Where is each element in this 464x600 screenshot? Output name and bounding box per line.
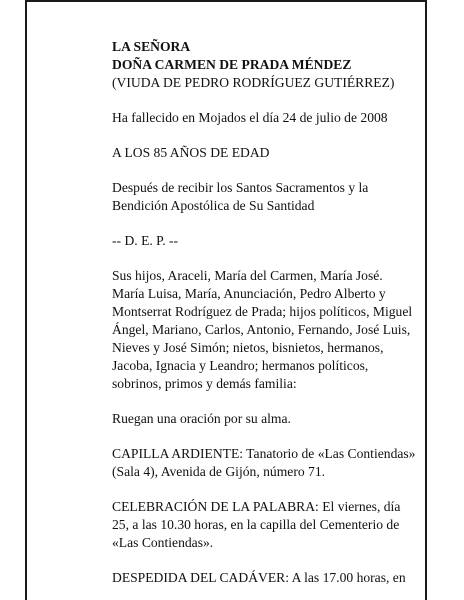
farewell-paragraph xyxy=(112,569,418,587)
celebration-paragraph xyxy=(112,498,418,552)
age-paragraph xyxy=(112,144,418,162)
family-line: Sus hijos, Araceli, María del Carmen, María José. xyxy=(112,268,383,283)
sacraments-line-2: Bendición Apostólica de Su Santidad xyxy=(112,198,315,213)
family-line: Nieves y José Simón; nietos, bisnietos, hermanos, xyxy=(112,340,384,355)
chapel-line-2: (Sala 4), Avenida de Gijón, número 71. xyxy=(112,464,326,479)
family-line: Jacoba, Ignacia y Leandro; hermanos políticos, xyxy=(112,358,369,373)
chapel-line-1: CAPILLA ARDIENTE: Tanatorio de «Las Contiendas» xyxy=(112,446,416,461)
prayer-line: Ruegan una oración por su alma. xyxy=(112,411,291,426)
prayer-paragraph xyxy=(112,410,418,428)
family-line: sobrinos, primos y demás familia: xyxy=(112,376,297,391)
rip-paragraph xyxy=(112,232,418,250)
sacraments-paragraph xyxy=(112,179,418,215)
family-line: Montserrat Rodríguez de Prada; hijos políticos, Miguel xyxy=(112,304,413,319)
title-line-2: DOÑA CARMEN DE PRADA MÉNDEZ xyxy=(112,57,352,72)
death-line: Ha fallecido en Mojados el día 24 de julio de 2008 xyxy=(112,110,388,125)
death-paragraph xyxy=(112,109,418,127)
celebration-line-2: 25, a las 10.30 horas, en la capilla del Cementerio de xyxy=(112,517,400,532)
chapel-paragraph xyxy=(112,445,418,481)
rip-line: -- D. E. P. -- xyxy=(112,233,179,248)
family-line: María Luisa, María, Anunciación, Pedro Alberto y xyxy=(112,286,386,301)
sacraments-line-1: Después de recibir los Santos Sacramentos y la xyxy=(112,180,369,195)
family-paragraph xyxy=(112,267,418,393)
celebration-line-1: CELEBRACIÓN DE LA PALABRA: El viernes, día xyxy=(112,499,401,514)
header-block xyxy=(112,38,418,92)
family-line: Ángel, Mariano, Carlos, Antonio, Fernando, José Luis, xyxy=(112,322,411,337)
obituary-notice xyxy=(112,38,418,587)
age-line: A LOS 85 AÑOS DE EDAD xyxy=(112,145,270,160)
farewell-line-1: DESPEDIDA DEL CADÁVER: A las 17.00 horas, en xyxy=(112,570,406,585)
subtitle-line: (VIUDA DE PEDRO RODRÍGUEZ GUTIÉRREZ) xyxy=(112,75,395,90)
title-line-1: LA SEÑORA xyxy=(112,39,191,54)
celebration-line-3: «Las Contiendas». xyxy=(112,535,214,550)
